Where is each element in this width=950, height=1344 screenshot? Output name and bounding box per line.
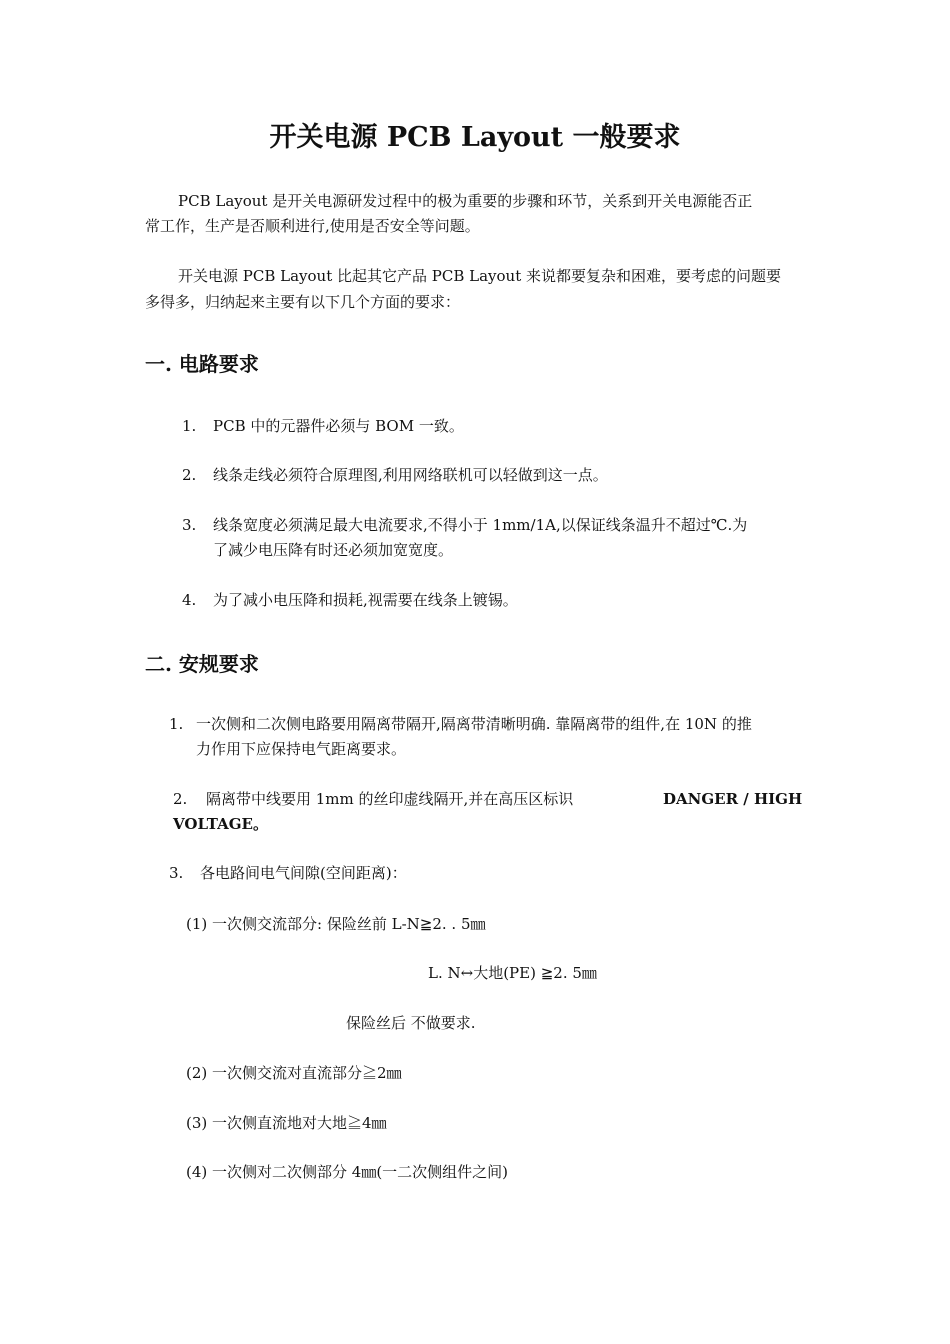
list-item-text: 线条宽度必须满足最大电流要求,不得小于 1mm/1A,以保证线条温升不超过℃.为	[213, 516, 748, 534]
clearance-primary-to-secondary: (4) 一次侧对二次侧部分 4㎜(一二次侧组件之间)	[186, 1163, 509, 1181]
list-item-text-continued: 了减少电压降有时还必须加宽宽度。	[213, 541, 454, 559]
clearance-ln-to-earth: L. N↔大地(PE) ≧2. 5㎜	[428, 964, 597, 982]
intro-paragraph-1-line-2: 常工作，生产是否顺利进行,使用是否安全等问题。	[145, 217, 480, 235]
list-item-number: 3.	[182, 516, 197, 534]
list-item-text: PCB 中的元器件必须与 BOM 一致。	[213, 417, 464, 435]
list-item-text: 线条走线必须符合原理图,利用网络联机可以轻做到这一点。	[213, 466, 608, 484]
list-item-text: 为了减小电压降和损耗,视需要在线条上镀锡。	[213, 591, 518, 609]
list-item-text: 各电路间电气间隙(空间距离)：	[200, 864, 407, 882]
list-item-number: 3.	[169, 864, 184, 882]
document-title: 开关电源 PCB Layout 一般要求	[269, 122, 681, 153]
section-heading-safety-requirements: 二. 安规要求	[145, 652, 259, 676]
intro-paragraph-2-line-2: 多得多，归纳起来主要有以下几个方面的要求：	[145, 293, 461, 311]
list-item-number: 2.	[182, 466, 197, 484]
intro-paragraph-2-line-1: 开关电源 PCB Layout 比起其它产品 PCB Layout 来说都要复杂和困难，要考虑的问题要	[178, 267, 781, 285]
list-item-text: 隔离带中线要用 1mm 的丝印虚线隔开,并在高压区标识	[206, 790, 574, 808]
clearance-after-fuse: 保险丝后 不做要求.	[346, 1014, 476, 1032]
list-item-number: 1.	[182, 417, 197, 435]
list-item-number: 2.	[173, 790, 188, 808]
intro-paragraph-1-line-1: PCB Layout 是开关电源研发过程中的极为重要的步骤和环节，关系到开关电源能否正	[178, 192, 753, 210]
list-item-text-continued: 力作用下应保持电气距离要求。	[196, 740, 407, 758]
section-heading-circuit-requirements: 一. 电路要求	[145, 352, 259, 376]
voltage-label: VOLTAGE。	[173, 815, 268, 833]
list-item-number: 1.	[169, 715, 184, 733]
danger-high-label: DANGER / HIGH	[663, 790, 803, 808]
list-item-text: 一次侧和二次侧电路要用隔离带隔开,隔离带清晰明确. 靠隔离带的组件,在 10N 的推	[196, 715, 752, 733]
clearance-ac-to-dc: (2) 一次侧交流对直流部分≧2㎜	[186, 1064, 402, 1082]
clearance-dc-ground-to-earth: (3) 一次侧直流地对大地≧4㎜	[186, 1114, 387, 1132]
list-item-number: 4.	[182, 591, 197, 609]
clearance-primary-ac: (1) 一次侧交流部分: 保险丝前 L-N≧2. . 5㎜	[186, 915, 486, 933]
